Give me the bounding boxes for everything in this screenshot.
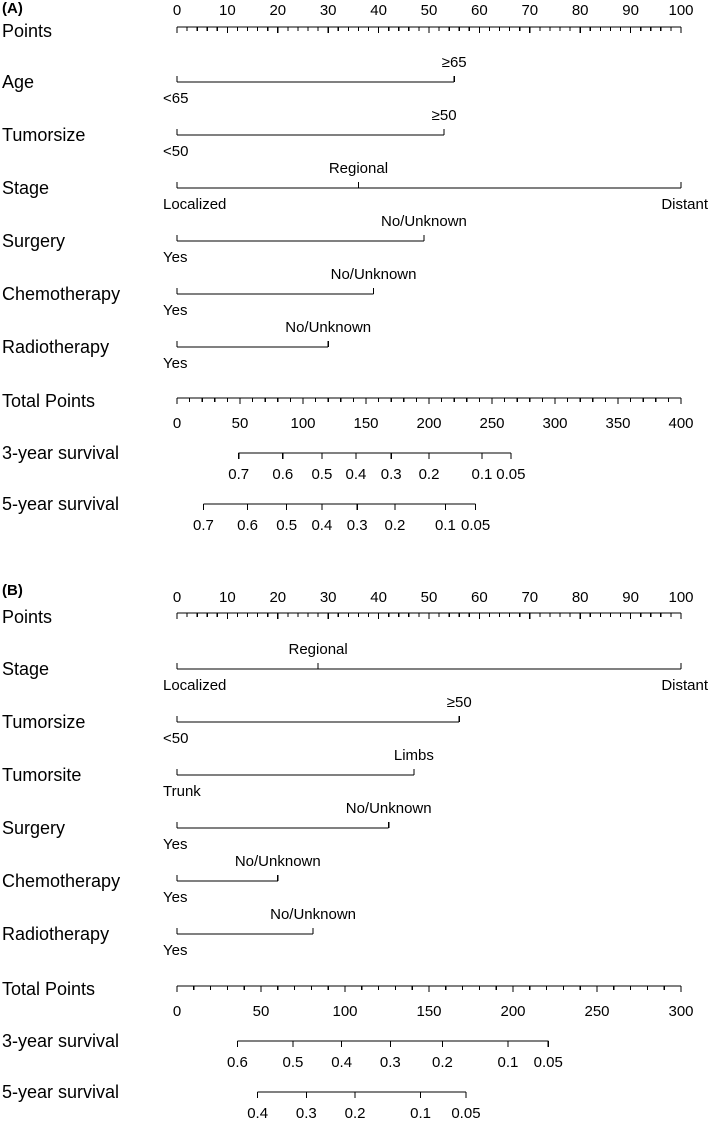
total-points-tick-label: 250 <box>584 1003 610 1020</box>
variable-row-radiotherapy <box>2 906 356 959</box>
total-points-tick-label: 150 <box>353 415 379 432</box>
variable-row-chemotherapy <box>2 266 417 319</box>
variable-row-tumorsite <box>2 747 434 800</box>
survival-tick-label: 0.4 <box>345 466 367 483</box>
category-label: No/Unknown <box>234 853 321 870</box>
survival-scale-3-year <box>2 443 526 483</box>
category-label: Distant <box>661 196 708 213</box>
category-label: No/Unknown <box>285 319 372 336</box>
variable-row-stage <box>2 641 709 694</box>
points-tick-label: 40 <box>370 589 387 606</box>
panel-label: (A) <box>2 0 23 17</box>
variable-row-radiotherapy <box>2 319 371 372</box>
total-points-tick-label: 100 <box>332 1003 358 1020</box>
survival-label: 5-year survival <box>2 1082 120 1102</box>
survival-scale-5-year <box>2 494 490 534</box>
survival-label: 3-year survival <box>2 1031 120 1051</box>
category-label: No/Unknown <box>330 266 417 283</box>
points-tick-label: 80 <box>571 2 589 19</box>
points-tick-label: 100 <box>668 589 694 606</box>
survival-tick-label: 0.2 <box>384 517 406 534</box>
total-points-tick-label: 50 <box>231 415 249 432</box>
total-points-tick-label: 350 <box>605 415 631 432</box>
variable-label: Radiotherapy <box>2 337 110 357</box>
category-label: Yes <box>163 355 188 372</box>
survival-tick-label: 0.3 <box>295 1105 317 1122</box>
survival-tick-label: 0.1 <box>410 1105 432 1122</box>
variable-label: Tumorsite <box>2 765 82 785</box>
survival-tick-label: 0.05 <box>461 517 491 534</box>
survival-tick-label: 0.1 <box>434 517 456 534</box>
panel-label: (B) <box>2 582 23 599</box>
total-points-tick-label: 250 <box>479 415 505 432</box>
variable-row-stage <box>2 160 709 213</box>
survival-tick-label: 0.05 <box>533 1054 563 1071</box>
variable-label: Surgery <box>2 818 66 838</box>
category-label: Yes <box>163 889 188 906</box>
total-points-tick-label: 150 <box>416 1003 442 1020</box>
survival-tick-label: 0.7 <box>228 466 250 483</box>
points-tick-label: 90 <box>622 589 639 606</box>
survival-tick-label: 0.5 <box>311 466 333 483</box>
variable-label: Radiotherapy <box>2 924 110 944</box>
total-points-tick-label: 400 <box>668 415 694 432</box>
variable-label: Tumorsize <box>2 712 86 732</box>
points-tick-label: 60 <box>471 589 488 606</box>
points-tick-label: 50 <box>420 2 438 19</box>
category-label: <50 <box>163 730 189 747</box>
points-tick-label: 30 <box>319 2 337 19</box>
survival-tick-label: 0.6 <box>227 1054 248 1071</box>
survival-tick-label: 0.3 <box>380 466 402 483</box>
variable-label: Tumorsize <box>2 125 86 145</box>
points-tick-label: 90 <box>622 2 639 19</box>
total-points-tick-label: 300 <box>542 415 568 432</box>
nomogram-panel-b <box>2 582 709 1122</box>
variable-label: Stage <box>2 659 50 679</box>
points-tick-label: 80 <box>571 589 589 606</box>
survival-tick-label: 0.5 <box>276 517 298 534</box>
category-label: Yes <box>163 942 188 959</box>
survival-tick-label: 0.4 <box>331 1054 353 1071</box>
survival-tick-label: 0.05 <box>451 1105 481 1122</box>
points-tick-label: 10 <box>219 589 236 606</box>
survival-tick-label: 0.05 <box>496 466 526 483</box>
survival-tick-label: 0.3 <box>379 1054 401 1071</box>
total-points-row-label: Total Points <box>2 391 96 411</box>
survival-tick-label: 0.6 <box>272 466 294 483</box>
survival-tick-label: 0.2 <box>418 466 440 483</box>
category-label: Localized <box>163 196 227 213</box>
total-points-tick-label: 200 <box>416 415 442 432</box>
variable-row-tumorsize <box>2 107 457 160</box>
total-points-tick-label: 0 <box>172 1003 182 1020</box>
survival-scale-5-year <box>2 1082 481 1122</box>
points-tick-label: 70 <box>521 589 539 606</box>
survival-label: 3-year survival <box>2 443 120 463</box>
variable-label: Chemotherapy <box>2 284 121 304</box>
points-tick-label: 10 <box>219 2 236 19</box>
variable-row-surgery <box>2 213 467 266</box>
total-points-tick-label: 50 <box>252 1003 270 1020</box>
category-label: Regional <box>328 160 389 177</box>
points-tick-label: 100 <box>668 2 694 19</box>
points-tick-label: 0 <box>172 589 182 606</box>
category-label: Regional <box>288 641 348 658</box>
variable-row-age <box>2 54 467 107</box>
points-tick-label: 40 <box>370 2 387 19</box>
variable-label: Stage <box>2 178 50 198</box>
points-tick-label: 60 <box>471 2 488 19</box>
points-tick-label: 0 <box>172 2 182 19</box>
points-tick-label: 30 <box>319 589 337 606</box>
survival-tick-label: 0.7 <box>193 517 214 534</box>
category-label: No/Unknown <box>345 800 432 817</box>
category-label: <50 <box>163 143 189 160</box>
total-points-row-label: Total Points <box>2 979 96 999</box>
category-label: Yes <box>163 836 188 853</box>
points-row-label: Points <box>2 21 53 41</box>
survival-tick-label: 0.1 <box>471 466 493 483</box>
survival-tick-label: 0.4 <box>247 1105 269 1122</box>
points-row-label: Points <box>2 607 53 627</box>
category-label: No/Unknown <box>381 213 467 230</box>
category-label: No/Unknown <box>270 906 357 923</box>
category-label: ≥50 <box>446 694 472 711</box>
category-label: Distant <box>661 677 708 694</box>
category-label: Yes <box>163 302 188 319</box>
total-points-tick-label: 0 <box>172 415 182 432</box>
variable-row-surgery <box>2 800 432 853</box>
survival-tick-label: 0.4 <box>311 517 333 534</box>
category-label: Localized <box>163 677 227 694</box>
variable-row-chemotherapy <box>2 853 321 906</box>
total-points-tick-label: 200 <box>500 1003 526 1020</box>
survival-tick-label: 0.1 <box>497 1054 519 1071</box>
total-points-tick-label: 100 <box>290 415 316 432</box>
survival-tick-label: 0.2 <box>344 1105 366 1122</box>
variable-label: Chemotherapy <box>2 871 121 891</box>
points-tick-label: 20 <box>269 589 287 606</box>
category-label: Yes <box>163 249 188 266</box>
category-label: ≥65 <box>441 54 467 71</box>
nomogram-panel-a <box>2 0 709 534</box>
total-points-tick-label: 300 <box>668 1003 694 1020</box>
survival-tick-label: 0.2 <box>432 1054 453 1071</box>
survival-tick-label: 0.5 <box>282 1054 304 1071</box>
category-label: Limbs <box>393 747 434 764</box>
survival-tick-label: 0.3 <box>346 517 368 534</box>
category-label: <65 <box>163 90 189 107</box>
variable-row-tumorsize <box>2 694 472 747</box>
points-tick-label: 70 <box>521 2 539 19</box>
survival-tick-label: 0.6 <box>237 517 258 534</box>
variable-label: Surgery <box>2 231 66 251</box>
survival-scale-3-year <box>2 1031 563 1071</box>
points-tick-label: 50 <box>420 589 438 606</box>
points-tick-label: 20 <box>269 2 287 19</box>
category-label: Trunk <box>163 783 201 800</box>
variable-label: Age <box>2 72 35 92</box>
survival-label: 5-year survival <box>2 494 120 514</box>
category-label: ≥50 <box>431 107 457 124</box>
